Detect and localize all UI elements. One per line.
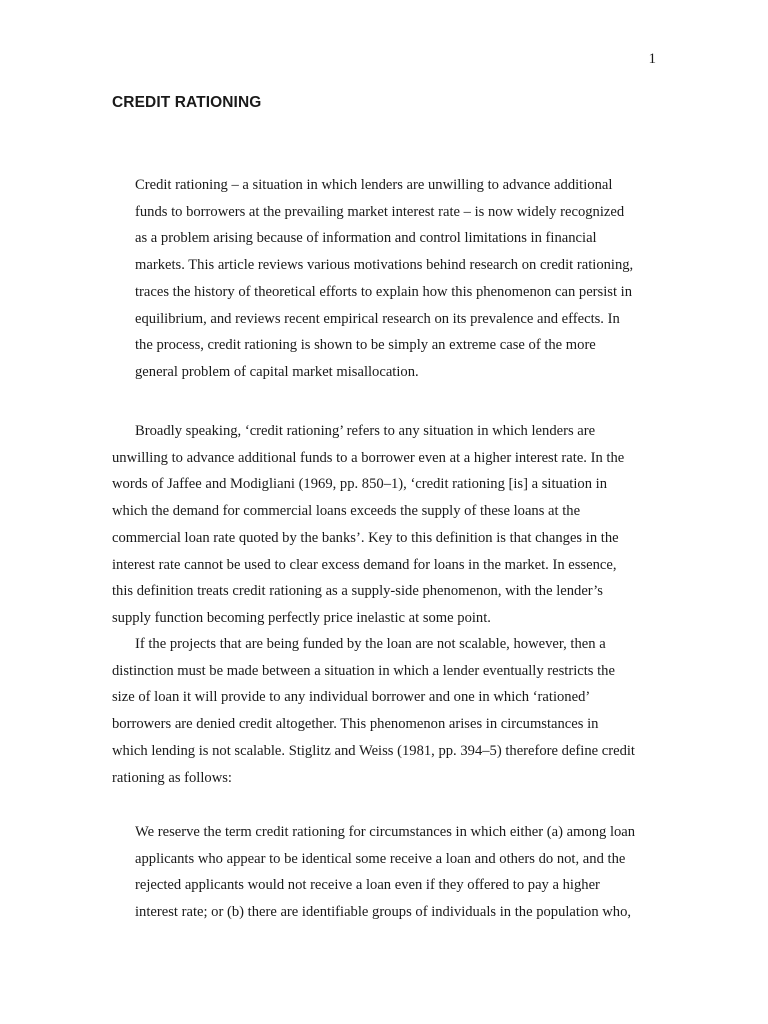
document-title: CREDIT RATIONING bbox=[112, 94, 262, 111]
page-number: 1 bbox=[648, 51, 656, 67]
abstract-line: funds to borrowers at the prevailing market interest rate – is now widely recognized bbox=[135, 203, 625, 220]
quote-line: applicants who appear to be identical some receive a loan and others do not, and the bbox=[135, 850, 626, 867]
abstract-line: equilibrium, and reviews recent empirical research on its prevalence and effects. In bbox=[135, 310, 620, 327]
paragraph-line: unwilling to advance additional funds to a borrower even at a higher interest rate. In the bbox=[112, 449, 625, 466]
paragraph-line: size of loan it will provide to any individual borrower and one in which ‘rationed’ bbox=[112, 689, 591, 706]
paragraph-line: which the demand for commercial loans exceeds the supply of these loans at the bbox=[112, 503, 581, 520]
paragraph-line: interest rate cannot be used to clear excess demand for loans in the market. In essence, bbox=[112, 556, 617, 573]
abstract-line: general problem of capital market misallocation. bbox=[135, 363, 419, 380]
abstract-line: the process, credit rationing is shown to be simply an extreme case of the more bbox=[135, 337, 596, 354]
quote-line: rejected applicants would not receive a loan even if they offered to pay a higher bbox=[135, 877, 600, 894]
paragraph-line: which lending is not scalable. Stiglitz and Weiss (1981, pp. 394–5) therefore define credit bbox=[112, 742, 635, 759]
abstract-line: traces the history of theoretical efforts to explain how this phenomenon can persist in bbox=[135, 283, 632, 300]
abstract-line: Credit rationing – a situation in which lenders are unwilling to advance additional bbox=[135, 177, 613, 193]
abstract-line: as a problem arising because of information and control limitations in financial bbox=[135, 230, 597, 247]
quote-line: We reserve the term credit rationing for circumstances in which either (a) among loan bbox=[135, 824, 636, 840]
paragraph-line: distinction must be made between a situation in which a lender eventually restricts the bbox=[112, 662, 615, 679]
abstract-paragraph bbox=[135, 172, 633, 386]
paragraph-line: If the projects that are being funded by the loan are not scalable, however, then a bbox=[135, 636, 606, 652]
block-quote bbox=[135, 819, 635, 926]
paragraph-line: this definition treats credit rationing as a supply-side phenomenon, with the lender’s bbox=[112, 583, 603, 600]
paragraph-line: Broadly speaking, ‘credit rationing’ refers to any situation in which lenders are bbox=[135, 423, 596, 439]
body-paragraph-2 bbox=[112, 631, 635, 791]
abstract-line: markets. This article reviews various motivations behind research on credit rationing, bbox=[135, 257, 634, 274]
paragraph-line: borrowers are denied credit altogether. This phenomenon arises in circumstances in bbox=[112, 716, 599, 733]
paragraph-line: words of Jaffee and Modigliani (1969, pp. 850–1), ‘credit rationing [is] a situation in bbox=[112, 476, 608, 493]
body-paragraph-1 bbox=[112, 418, 624, 632]
quote-line: interest rate; or (b) there are identifiable groups of individuals in the population who, bbox=[135, 904, 632, 921]
paragraph-line: supply function becoming perfectly price inelastic at some point. bbox=[112, 609, 491, 626]
paragraph-line: rationing as follows: bbox=[112, 769, 232, 786]
paragraph-line: commercial loan rate quoted by the banks’. Key to this definition is that changes in the bbox=[112, 529, 619, 546]
